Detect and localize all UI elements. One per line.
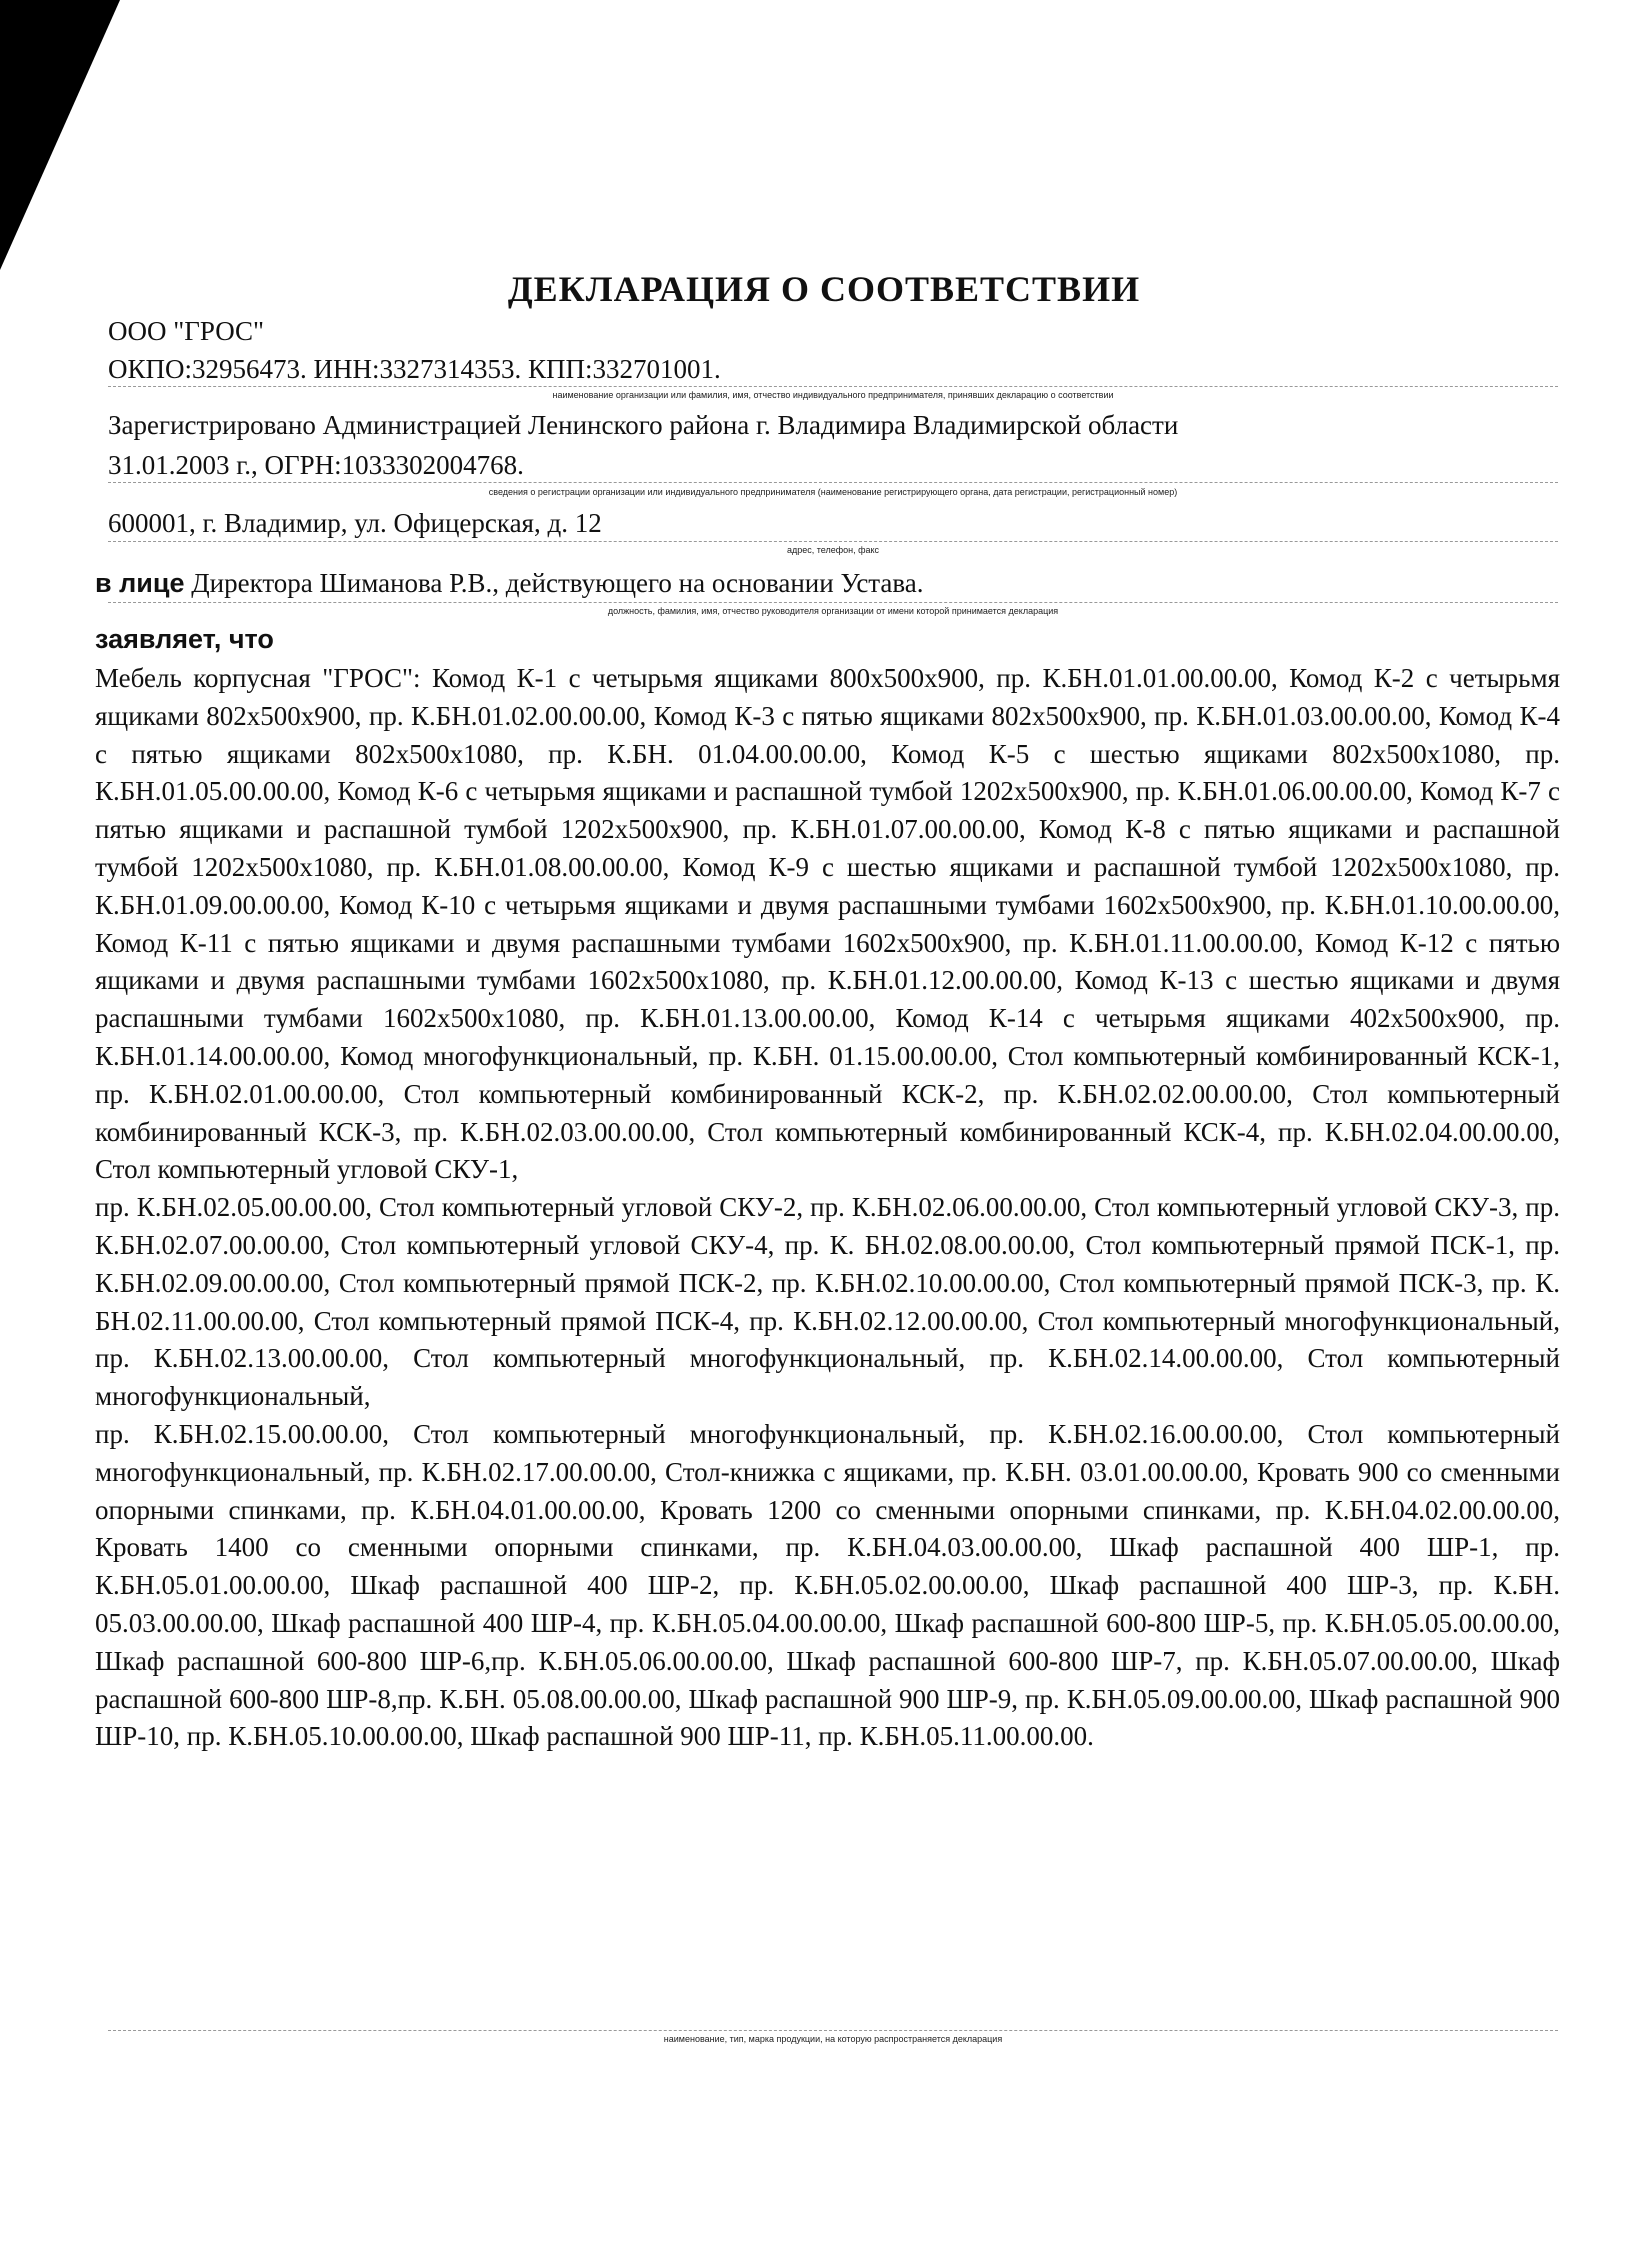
org-name: ООО "ГРОС" bbox=[108, 316, 265, 346]
address-field-rule bbox=[108, 541, 1558, 542]
registration-field-rule bbox=[108, 482, 1558, 483]
in-person-line bbox=[95, 568, 924, 599]
products-paragraph bbox=[95, 660, 1560, 1756]
org-caption: наименование организации или фамилия, имя, отчество индивидуального предпринимателя, принявших декларацию о соответствии bbox=[552, 390, 1114, 400]
registration-line-1: Зарегистрировано Администрацией Ленинского района г. Владимира Владимирской области bbox=[108, 410, 1179, 440]
registration-line-2: 31.01.2003 г., ОГРН:1033302004768. bbox=[108, 450, 524, 480]
address-caption: адрес, телефон, факс bbox=[786, 545, 880, 555]
document-title: ДЕКЛАРАЦИЯ О СООТВЕТСТВИИ bbox=[507, 269, 1141, 309]
in-person-text: Директора Шиманова Р.В., действующего на основании Устава. bbox=[191, 568, 924, 598]
person-field-rule bbox=[108, 602, 1558, 603]
products-caption: наименование, тип, марка продукции, на которую распространяется декларация bbox=[663, 2034, 1003, 2044]
org-codes: ОКПО:32956473. ИНН:3327314353. КПП:332701001. bbox=[108, 354, 721, 384]
scan-corner-mark bbox=[0, 0, 120, 270]
declares-label: заявляет, что bbox=[95, 624, 274, 654]
address: 600001, г. Владимир, ул. Офицерская, д. 12 bbox=[108, 508, 602, 538]
registration-caption: сведения о регистрации организации или индивидуального предпринимателя (наименование регистрирующего органа, дата регистрации, регистрационный номер) bbox=[488, 487, 1178, 497]
products-field-rule bbox=[108, 2030, 1558, 2031]
products-part-1: Мебель корпусная "ГРОС": Комод К-1 с четырьмя ящиками 800х500х900, пр. К.БН.01.01.00.00.00, Комод К-2 с четырьмя ящиками 802х500х900, пр. К.БН.01.02.00.00.00, Комод К-3 с пятью ящиками 802х500х900, пр. К.БН.01.03.00.00.00, Комод К-4 с пятью ящиками 802х500х1080, пр. К.БН. 01.04.00.00.00, Комод К-5 с шестью ящиками 802х500х1080, пр. К.БН.01.05.00.00.00, Комод К-6 с четырьмя ящиками и распашной тумбой 1202х500х900, пр. К.БН.01.06.00.00.00, Комод К-7 с пятью ящиками и распашной тумбой 1202х500х900, пр. К.БН.01.07.00.00.00, Комод К-8 с пятью ящиками и распашной тумбой 1202х500х1080, пр. К.БН.01.08.00.00.00, Комод К-9 с шестью ящиками и распашной тумбой 1202х500х1080, пр. К.БН.01.09.00.00.00, Комод К-10 с четырьмя ящиками и двумя распашными тумбами 1602х500х900, пр. К.БН.01.10.00.00.00, Комод К-11 с пятью ящиками и двумя распашными тумбами 1602х500х900, пр. К.БН.01.11.00.00.00, Комод К-12 с пятью ящиками и двумя распашными тумбами 1602х500х1080, пр. К.БН.01.12.00.00.00, Комод К-13 с шестью ящиками и двумя распашными тумбами 1602х500х1080, пр. К.БН.01.13.00.00.00, Комод К-14 с четырьмя ящиками 402х500х900, пр. К.БН.01.14.00.00.00, Комод многофункциональный, пр. К.БН. 01.15.00.00.00, Стол компьютерный комбинированный КСК-1, пр. К.БН.02.01.00.00.00, Стол компьютерный комбинированный КСК-2, пр. К.БН.02.02.00.00.00, Стол компьютерный комбинированный КСК-3, пр. К.БН.02.03.00.00.00, Стол компьютерный комбинированный КСК-4, пр. К.БН.02.04.00.00.00, Стол компьютерный угловой СКУ-1, bbox=[95, 663, 1560, 1185]
products-part-3: пр. К.БН.02.15.00.00.00, Стол компьютерный многофункциональный, пр. К.БН.02.16.00.00.00, Стол компьютерный многофункциональный, пр. К.БН.02.17.00.00.00, Стол-книжка с ящиками, пр. К.БН. 03.01.00.00.00, Кровать 900 со сменными опорными спинками, пр. К.БН.04.01.00.00.00, Кровать 1200 со сменными опорными спинками, пр. К.БН.04.02.00.00.00, Кровать 1400 со сменными опорными спинками, пр. К.БН.04.03.00.00.00, Шкаф распашной 400 ШР-1, пр. К.БН.05.01.00.00.00, Шкаф распашной 400 ШР-2, пр. К.БН.05.02.00.00.00, Шкаф распашной 400 ШР-3, пр. К.БН. 05.03.00.00.00, Шкаф распашной 400 ШР-4, пр. К.БН.05.04.00.00.00, Шкаф распашной 600-800 ШР-5, пр. К.БН.05.05.00.00.00, Шкаф распашной 600-800 ШР-6,пр. К.БН.05.06.00.00.00, Шкаф распашной 600-800 ШР-7, пр. К.БН.05.07.00.00.00, Шкаф распашной 600-800 ШР-8,пр. К.БН. 05.08.00.00.00, Шкаф распашной 900 ШР-9, пр. К.БН.05.09.00.00.00, Шкаф распашной 900 ШР-10, пр. К.БН.05.10.00.00.00, Шкаф распашной 900 ШР-11, пр. К.БН.05.11.00.00.00. bbox=[95, 1418, 1560, 1752]
in-person-label: в лице bbox=[95, 568, 185, 598]
products-part-2: пр. К.БН.02.05.00.00.00, Стол компьютерный угловой СКУ-2, пр. К.БН.02.06.00.00.00, Стол компьютерный угловой СКУ-3, пр. К.БН.02.07.00.00.00, Стол компьютерный угловой СКУ-4, пр. К. БН.02.08.00.00.00, Стол компьютерный прямой ПСК-1, пр. К.БН.02.09.00.00.00, Стол компьютерный прямой ПСК-2, пр. К.БН.02.10.00.00.00, Стол компьютерный прямой ПСК-3, пр. К. БН.02.11.00.00.00, Стол компьютерный прямой ПСК-4, пр. К.БН.02.12.00.00.00, Стол компьютерный многофункциональный, пр. К.БН.02.13.00.00.00, Стол компьютерный многофункциональный, пр. К.БН.02.14.00.00.00, Стол компьютерный многофункциональный, bbox=[95, 1192, 1560, 1412]
org-field-rule bbox=[108, 386, 1558, 387]
person-caption: должность, фамилия, имя, отчество руководителя организации от имени которой принимается декларация bbox=[607, 606, 1059, 616]
